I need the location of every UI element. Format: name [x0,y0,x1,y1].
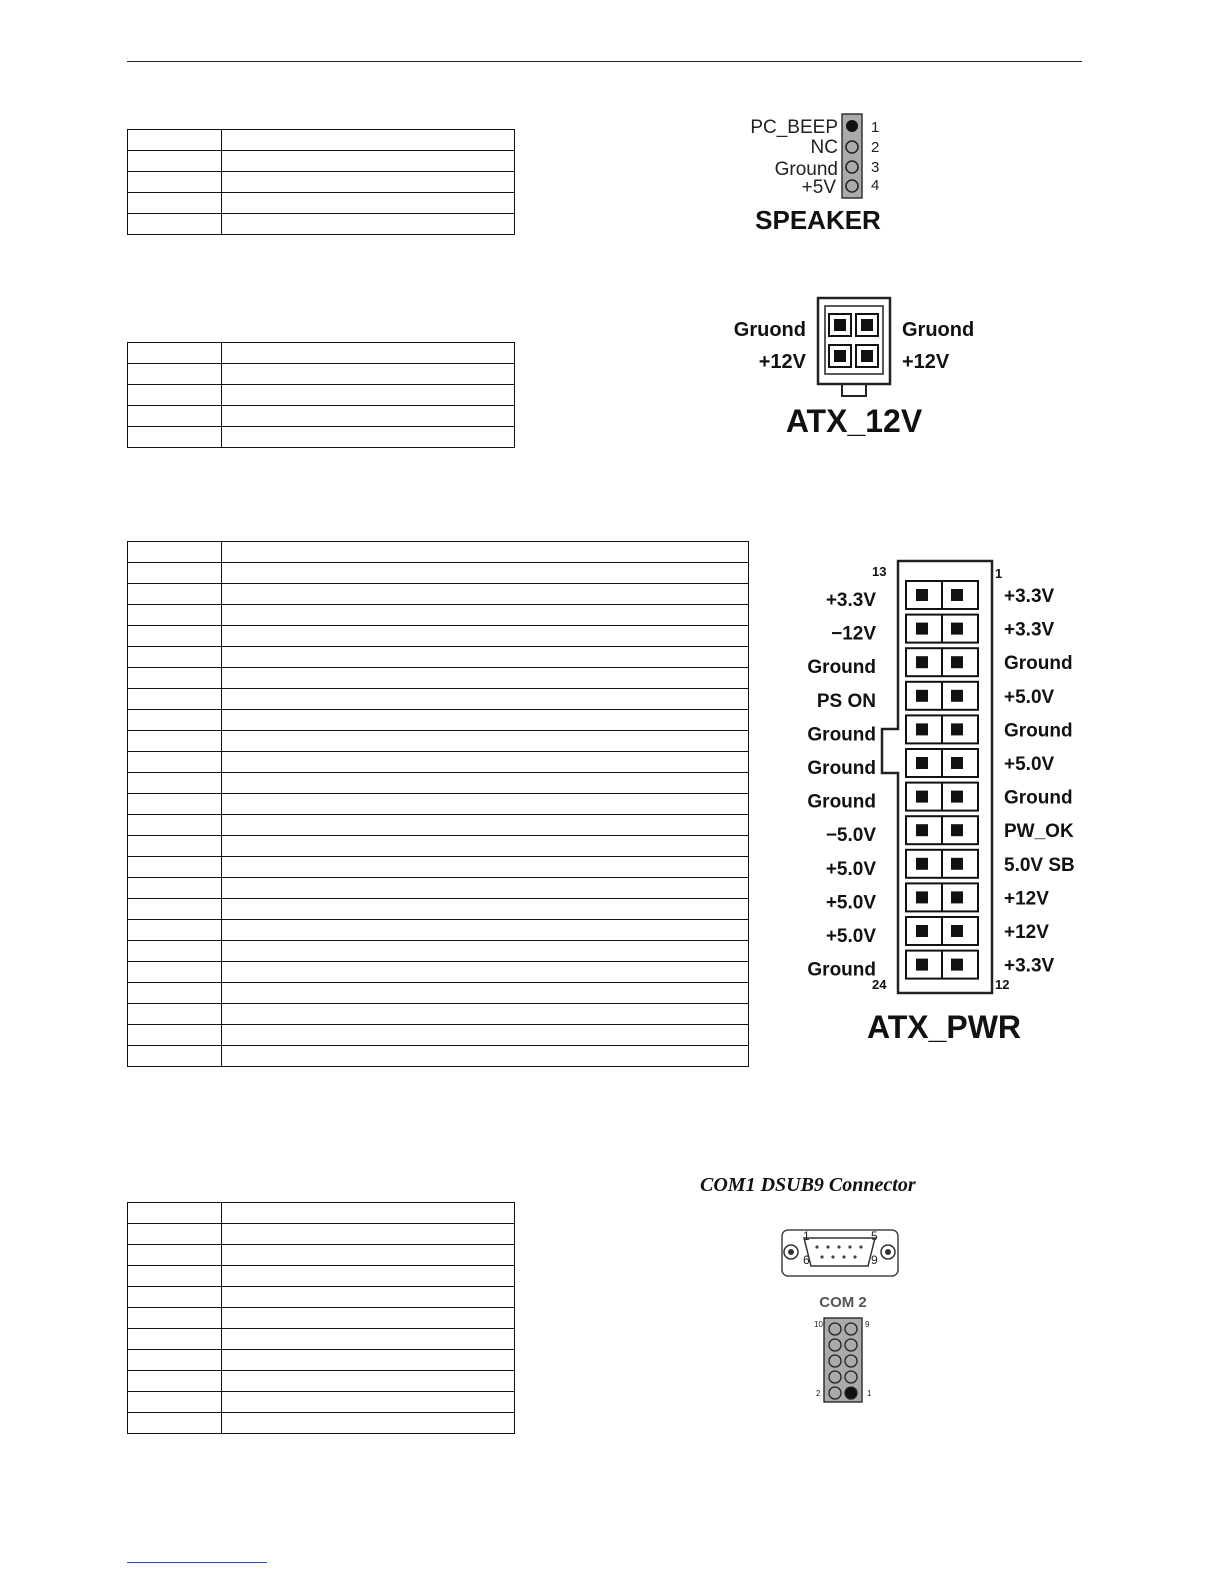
dsub-pin-number: 6 [803,1253,810,1267]
atxpwr-left-label: PS ON [816,690,876,712]
pin-cell [128,1004,222,1025]
pin-cell [128,1224,222,1245]
pin-cell [128,941,222,962]
table-row [128,364,515,385]
signal-cell [222,668,749,689]
atxpwr-pin [916,690,928,702]
speaker-pin-number: 2 [871,139,880,156]
atxpwr-left-label: Ground [807,657,876,679]
atxpwr-right-label: +12V [1004,922,1049,943]
table-row [128,1046,749,1067]
signal-cell [222,130,515,151]
pin-cell [128,605,222,626]
table-row [128,193,515,214]
signal-cell [222,343,515,364]
table-row [128,668,749,689]
table-row [128,1266,515,1287]
atxpwr-pin [916,824,928,836]
table-row [128,857,749,878]
atx12v-diagram [730,288,990,448]
table-row [128,1245,515,1266]
table-row [128,1392,515,1413]
atxpwr-pin [951,858,963,870]
signal-cell [222,1224,515,1245]
com2-pin-number: 9 [865,1320,870,1329]
atxpwr-left-label: −5.0V [825,825,876,847]
pin-cell [128,962,222,983]
signal-cell [222,1329,515,1350]
dsub-pin-number: 1 [803,1229,810,1243]
table-row [128,1413,515,1434]
pin-cell [128,773,222,794]
speaker-pin-table [127,129,515,235]
atxpwr-diagram [790,553,1090,1053]
pin-cell [128,857,222,878]
speaker-pin-number: 4 [871,177,880,194]
signal-cell [222,214,515,235]
atxpwr-right-label: +3.3V [1004,586,1055,607]
atx12v-right-label: +12V [902,351,950,373]
com2-label: COM 2 [819,1294,867,1311]
speaker-pin-number: 3 [871,159,880,176]
atxpwr-pin24-number: 24 [872,977,887,992]
atx12v-title: ATX_12V [785,403,923,439]
pin-cell [128,1287,222,1308]
atx12v-left-label: +12V [758,351,806,373]
table-row [128,899,749,920]
table-row [128,815,749,836]
pin-cell [128,710,222,731]
table-row [128,1004,749,1025]
speaker-pin-label: Ground [774,159,838,180]
atx12v-right-label: Gruond [902,319,975,341]
signal-cell [222,647,749,668]
signal-cell [222,563,749,584]
signal-cell [222,899,749,920]
atxpwr-left-label: Ground [807,959,876,981]
atxpwr-right-label: +12V [1004,888,1049,910]
pin-cell [128,130,222,151]
atxpwr-pin [951,623,963,635]
signal-cell [222,941,749,962]
pin-cell [128,1245,222,1266]
pin-cell [128,364,222,385]
table-row [128,214,515,235]
pin-cell [128,542,222,563]
atxpwr-right-label: Ground [1004,787,1073,809]
signal-cell [222,626,749,647]
atxpwr-right-label: +5.0V [1004,686,1055,708]
pin-cell [128,731,222,752]
com1-title: COM1 DSUB9 Connector [700,1174,916,1196]
signal-cell [222,983,749,1004]
atxpwr-left-label: +5.0V [825,892,876,914]
atxpwr-left-label: +3.3V [825,590,876,611]
com2-pin-number: 10 [814,1320,823,1329]
signal-cell [222,172,515,193]
com2-pin-number: 1 [867,1389,872,1398]
table-row [128,710,749,731]
table-row [128,836,749,857]
speaker-pin-label: +5V [801,177,836,198]
signal-cell [222,773,749,794]
pin-cell [128,563,222,584]
signal-cell [222,878,749,899]
signal-cell [222,364,515,385]
pin-cell [128,878,222,899]
atxpwr-right-label: +3.3V [1004,955,1055,977]
atxpwr-title: ATX_PWR [866,1009,1022,1045]
signal-cell [222,1371,515,1392]
atxpwr-pin [951,757,963,769]
table-row [128,1025,749,1046]
pin-cell [128,151,222,172]
signal-cell [222,710,749,731]
atxpwr-pin [916,959,928,971]
atxpwr-left-label: Ground [807,724,876,746]
pin-cell [128,689,222,710]
table-row [128,647,749,668]
atxpwr-pin [951,824,963,836]
table-row [128,794,749,815]
pin-cell [128,1046,222,1067]
table-row [128,130,515,151]
signal-cell [222,752,749,773]
atxpwr-pin [916,891,928,903]
signal-cell [222,794,749,815]
pin-cell [128,214,222,235]
table-row [128,1287,515,1308]
atxpwr-pin [951,723,963,735]
table-row [128,626,749,647]
atxpwr-pin [951,589,963,601]
footer-link-rule [127,1562,267,1563]
pin-cell [128,794,222,815]
atxpwr-right-label: PW_OK [1004,821,1074,843]
atxpwr-pin12-number: 12 [995,977,1010,992]
atxpwr-pin [916,589,928,601]
pin-cell [128,343,222,364]
pin-cell [128,193,222,214]
table-row [128,427,515,448]
dsub-pin-number: 9 [871,1253,878,1267]
atxpwr-pin1-number: 1 [995,566,1003,581]
atxpwr-pin [951,791,963,803]
table-row [128,1329,515,1350]
signal-cell [222,193,515,214]
signal-cell [222,427,515,448]
signal-cell [222,1025,749,1046]
signal-cell [222,815,749,836]
atxpwr-right-label: +5.0V [1004,754,1055,775]
atxpwr-pin [951,925,963,937]
signal-cell [222,542,749,563]
atxpwr-pin [916,925,928,937]
signal-cell [222,1413,515,1434]
table-row [128,563,749,584]
pin-cell [128,1025,222,1046]
pin-cell [128,172,222,193]
atxpwr-right-label: Ground [1004,653,1073,675]
com-pin-table [127,1202,515,1434]
signal-cell [222,1350,515,1371]
table-row [128,1224,515,1245]
atxpwr-pin [916,757,928,769]
pin-cell [128,668,222,689]
pin-cell [128,920,222,941]
com2-pin [845,1387,857,1399]
table-row [128,605,749,626]
atxpwr-pin [916,858,928,870]
signal-cell [222,920,749,941]
atxpwr-pin [916,623,928,635]
table-row [128,920,749,941]
table-row [128,983,749,1004]
pin-cell [128,647,222,668]
atx12v-left-label: Gruond [733,319,806,341]
signal-cell [222,1287,515,1308]
atxpwr-pin13-number: 13 [872,564,887,579]
speaker-title: SPEAKER [755,205,881,235]
signal-cell [222,1308,515,1329]
signal-cell [222,1004,749,1025]
table-row [128,1203,515,1224]
signal-cell [222,1046,749,1067]
pin-cell [128,752,222,773]
pin-cell [128,406,222,427]
pin-cell [128,1392,222,1413]
signal-cell [222,962,749,983]
signal-cell [222,1392,515,1413]
pin-cell [128,385,222,406]
pin-cell [128,427,222,448]
pin-cell [128,1329,222,1350]
signal-cell [222,584,749,605]
signal-cell [222,406,515,427]
pin-cell [128,983,222,1004]
atxpwr-right-label: +3.3V [1004,619,1055,641]
table-row [128,385,515,406]
atxpwr-left-label: +5.0V [825,926,876,947]
atxpwr-pin [951,656,963,668]
table-row [128,1350,515,1371]
table-row [128,752,749,773]
pin-cell [128,815,222,836]
atxpwr-right-label: 5.0V SB [1004,854,1075,876]
header-rule [127,61,1082,62]
signal-cell [222,731,749,752]
pin-cell [128,899,222,920]
dsub-pin-number: 5 [871,1229,878,1243]
com2-pin-number: 2 [816,1389,821,1398]
atxpwr-left-label: Ground [807,791,876,813]
speaker-pin-label: NC [810,137,838,158]
table-row [128,151,515,172]
table-row [128,962,749,983]
table-row [128,941,749,962]
signal-cell [222,689,749,710]
signal-cell [222,857,749,878]
table-row [128,172,515,193]
atxpwr-pin [951,891,963,903]
pin-cell [128,626,222,647]
atxpwr-pin [951,959,963,971]
signal-cell [222,151,515,172]
signal-cell [222,1245,515,1266]
atxpwr-pin [951,690,963,702]
pin-cell [128,1266,222,1287]
table-row [128,1308,515,1329]
atxpwr-left-label: +5.0V [825,858,876,880]
table-row [128,343,515,364]
table-row [128,542,749,563]
atxpwr-pin-table [127,541,749,1067]
table-row [128,689,749,710]
atxpwr-pin [916,656,928,668]
atxpwr-pin [916,791,928,803]
signal-cell [222,385,515,406]
pin-cell [128,836,222,857]
table-row [128,406,515,427]
table-row [128,1371,515,1392]
atxpwr-left-label: Ground [807,758,876,779]
speaker-pin-label: PC_BEEP [750,117,838,138]
pin-cell [128,1308,222,1329]
atxpwr-right-label: Ground [1004,720,1073,742]
pin-cell [128,1350,222,1371]
signal-cell [222,836,749,857]
signal-cell [222,605,749,626]
table-row [128,731,749,752]
atxpwr-pin [916,723,928,735]
speaker-pin-number: 1 [871,119,880,136]
table-row [128,584,749,605]
speaker-diagram [740,108,900,238]
table-row [128,773,749,794]
signal-cell [222,1203,515,1224]
pin-cell [128,1413,222,1434]
pin-cell [128,1371,222,1392]
atxpwr-left-label: −12V [831,623,876,645]
pin-cell [128,584,222,605]
atx12v-pin-table [127,342,515,448]
com-diagram [690,1168,950,1418]
pin-cell [128,1203,222,1224]
signal-cell [222,1266,515,1287]
table-row [128,878,749,899]
